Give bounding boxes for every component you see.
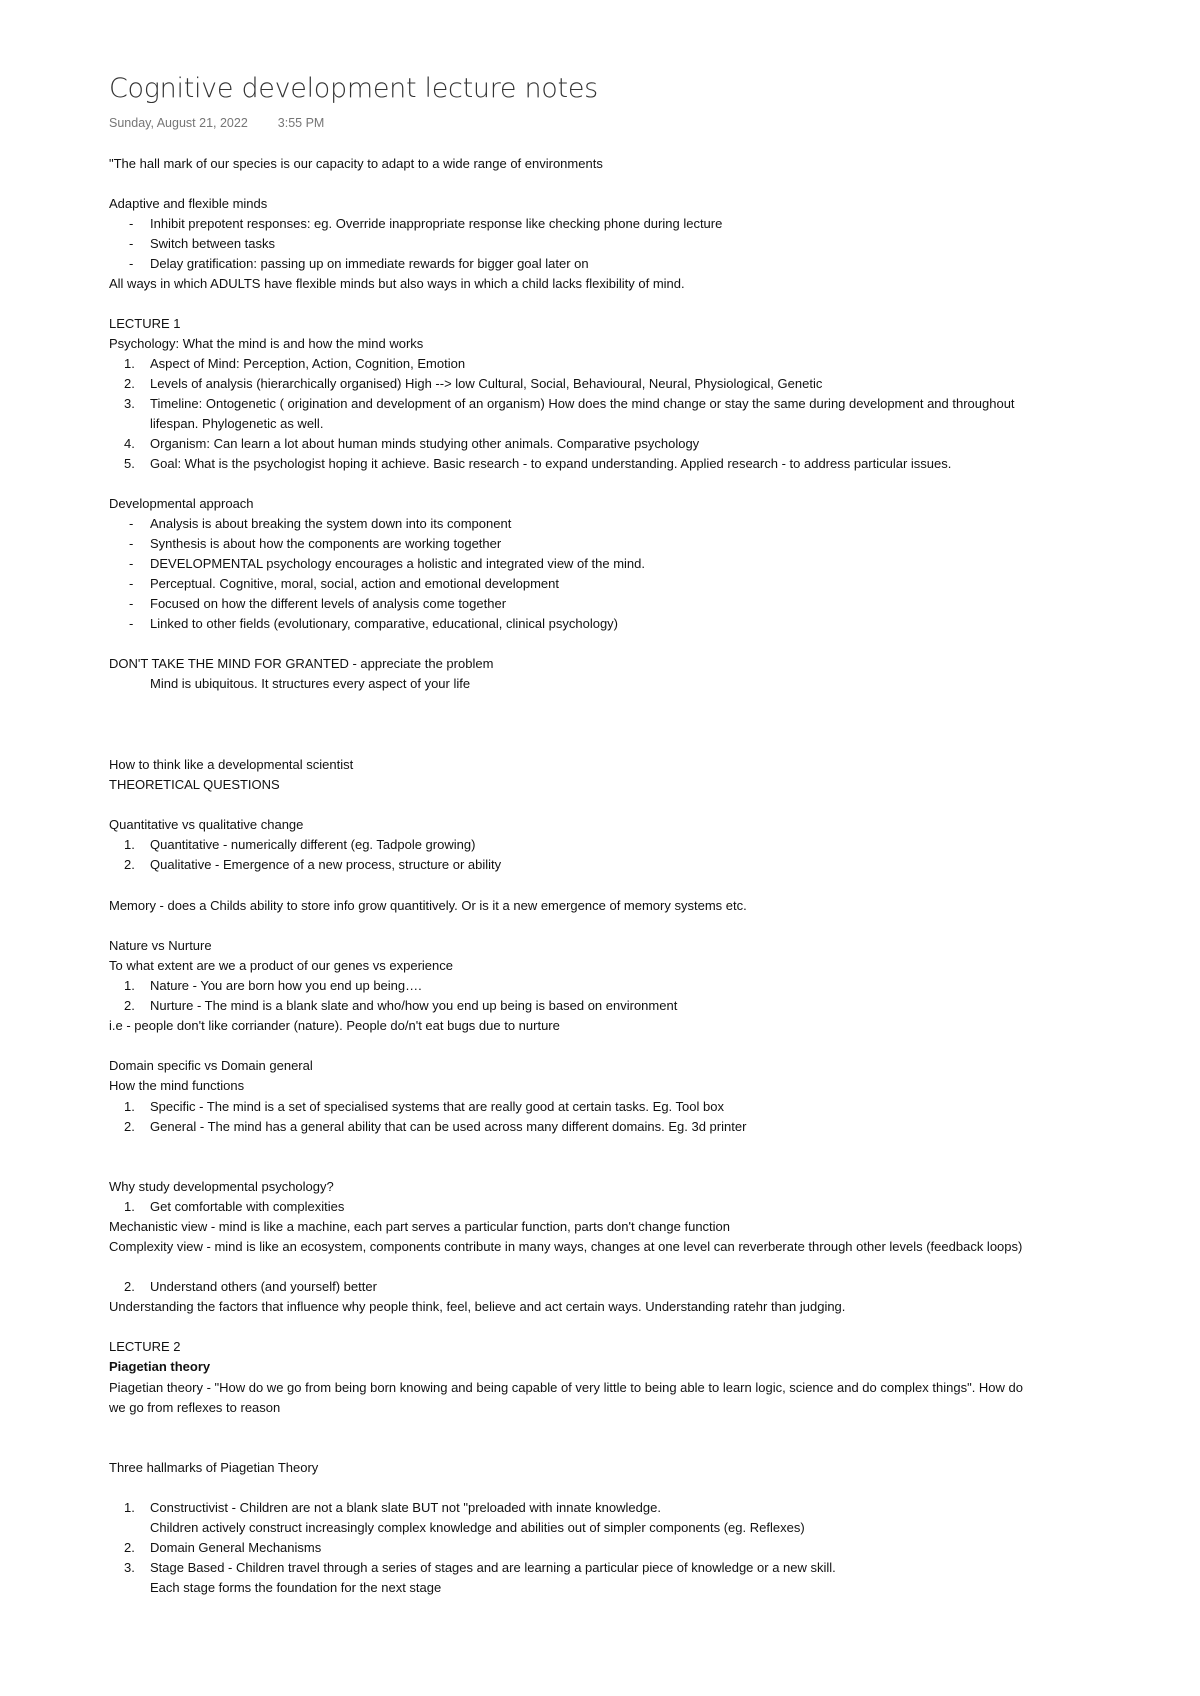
note-line: Mechanistic view - mind is like a machine, each part serves a particular function, parts don't change function — [109, 1219, 731, 1234]
list-item-text: Get comfortable with complexities — [150, 1199, 345, 1214]
list-item-text: Switch between tasks — [150, 236, 276, 251]
list-marker: - — [129, 596, 134, 611]
section-subheading: Piagetian theory — [109, 1359, 211, 1374]
list-item — [124, 998, 677, 1014]
list-item-text: Analysis is about breaking the system down into its component — [150, 516, 512, 531]
list-item-text: DEVELOPMENTAL psychology encourages a holistic and integrated view of the mind. — [150, 556, 645, 571]
list-marker: - — [129, 616, 134, 631]
list-marker: 2. — [124, 1540, 135, 1555]
section-heading: Why study developmental psychology? — [109, 1179, 334, 1194]
list-item-text: Perceptual. Cognitive, moral, social, action and emotional development — [150, 576, 560, 591]
list-marker: 2. — [124, 998, 135, 1013]
list-item — [124, 1540, 321, 1556]
list-marker: 5. — [124, 456, 135, 471]
list-item-text: Constructivist - Children are not a blank slate BUT not "preloaded with innate knowledge. — [150, 1500, 661, 1515]
list-item-text: Aspect of Mind: Perception, Action, Cognition, Emotion — [150, 356, 466, 371]
list-marker: 1. — [124, 837, 135, 852]
list-item — [124, 1099, 724, 1115]
list-item-text: Nature - You are born how you end up being…. — [150, 978, 422, 993]
list-item-text: Levels of analysis (hierarchically organised) High --> low Cultural, Social, Behavioural, Neural, Physiological, Genetic — [150, 376, 823, 391]
list-item — [124, 978, 422, 994]
list-marker: - — [129, 216, 134, 231]
list-marker: - — [129, 536, 134, 551]
list-marker: - — [129, 516, 134, 531]
note-line: DON'T TAKE THE MIND FOR GRANTED - appreciate the problem — [109, 656, 494, 671]
list-marker: 1. — [124, 1500, 135, 1515]
list-marker: 1. — [124, 1099, 135, 1114]
list-item — [129, 576, 559, 592]
note-line: Complexity view - mind is like an ecosystem, components contribute in many ways, changes at one level can reverberate through other levels (feedback loops) — [109, 1239, 1023, 1254]
list-marker: - — [129, 576, 134, 591]
list-item-text: Goal: What is the psychologist hoping it achieve. Basic research - to expand understanding. Applied research - to address particular issues. — [150, 456, 952, 471]
note-line: Understanding the factors that influence why people think, feel, believe and act certain ways. Understanding ratehr than judging. — [109, 1299, 846, 1314]
list-item — [129, 516, 511, 532]
list-item-text: Timeline: Ontogenetic ( origination and development of an organism) How does the mind change or stay the same during development and throughout — [150, 396, 1015, 411]
list-item — [129, 556, 645, 572]
note-line: Mind is ubiquitous. It structures every aspect of your life — [150, 676, 471, 691]
list-item-text: Synthesis is about how the components are working together — [150, 536, 502, 551]
list-item — [124, 1560, 836, 1576]
list-item-text: Qualitative - Emergence of a new process, structure or ability — [150, 857, 502, 872]
list-item-text: Linked to other fields (evolutionary, comparative, educational, clinical psychology) — [150, 616, 619, 631]
list-item — [129, 616, 618, 632]
list-item-text: Domain General Mechanisms — [150, 1540, 322, 1555]
note-line: How the mind functions — [109, 1078, 245, 1093]
page-time: 3:55 PM — [277, 116, 325, 130]
list-item — [124, 1119, 746, 1135]
list-marker: 4. — [124, 436, 135, 451]
list-marker: 2. — [124, 857, 135, 872]
note-line: i.e - people don't like corriander (nature). People do/n't eat bugs due to nurture — [109, 1018, 560, 1033]
note-line: Adaptive and flexible minds — [109, 196, 268, 211]
list-marker: 1. — [124, 1199, 135, 1214]
list-marker: 2. — [124, 1119, 135, 1134]
list-item — [129, 256, 589, 272]
list-item — [124, 857, 501, 873]
page-dateline — [109, 116, 324, 130]
section-heading: Three hallmarks of Piagetian Theory — [109, 1460, 319, 1475]
section-heading: Domain specific vs Domain general — [109, 1058, 313, 1073]
list-item-continuation: Each stage forms the foundation for the next stage — [150, 1580, 442, 1595]
section-heading: LECTURE 2 — [109, 1339, 181, 1354]
section-heading: Quantitative vs qualitative change — [109, 817, 304, 832]
list-marker: 3. — [124, 396, 135, 411]
section-heading: Nature vs Nurture — [109, 938, 212, 953]
section-heading: How to think like a developmental scientist — [109, 757, 354, 772]
note-line: Psychology: What the mind is and how the mind works — [109, 336, 424, 351]
list-marker: - — [129, 256, 134, 271]
list-item-text: Specific - The mind is a set of specialised systems that are really good at certain tasks. Eg. Tool box — [150, 1099, 724, 1114]
note-line: Piagetian theory - "How do we go from being born knowing and being capable of very little to being able to learn logic, science and do complex things". How do — [109, 1380, 1023, 1395]
list-item — [124, 1199, 344, 1215]
list-marker: 2. — [124, 376, 135, 391]
note-line: To what extent are we a product of our genes vs experience — [109, 958, 453, 973]
section-heading: LECTURE 1 — [109, 316, 181, 331]
list-item-text: Nurture - The mind is a blank slate and who/how you end up being is based on environment — [150, 998, 678, 1013]
list-item — [124, 436, 699, 452]
list-item-text: General - The mind has a general ability that can be used across many different domains. Eg. 3d printer — [150, 1119, 747, 1134]
list-item-text: Understand others (and yourself) better — [150, 1279, 377, 1294]
list-item — [124, 456, 951, 472]
note-line: we go from reflexes to reason — [109, 1400, 281, 1415]
list-item — [129, 236, 275, 252]
note-line: All ways in which ADULTS have flexible minds but also ways in which a child lacks flexibility of mind. — [109, 276, 685, 291]
list-item — [124, 837, 475, 853]
section-heading: Developmental approach — [109, 496, 254, 511]
list-item-continuation: Children actively construct increasingly complex knowledge and abilities out of simpler components (eg. Reflexes) — [150, 1520, 805, 1535]
page-title: Cognitive development lecture notes — [109, 73, 598, 104]
list-item-text: Focused on how the different levels of analysis come together — [150, 596, 507, 611]
list-marker: 3. — [124, 1560, 135, 1575]
list-item — [124, 1279, 377, 1295]
list-marker: - — [129, 556, 134, 571]
list-item — [124, 1500, 661, 1516]
note-line: "The hall mark of our species is our capacity to adapt to a wide range of environments — [109, 156, 603, 171]
list-marker: 1. — [124, 356, 135, 371]
list-item — [124, 396, 1015, 412]
list-item — [129, 216, 722, 232]
list-marker: 1. — [124, 978, 135, 993]
list-item-text: Delay gratification: passing up on immediate rewards for bigger goal later on — [150, 256, 589, 271]
page-date: Sunday, August 21, 2022 — [109, 116, 248, 130]
list-item — [124, 356, 465, 372]
list-item-text: Quantitative - numerically different (eg. Tadpole growing) — [150, 837, 476, 852]
list-item — [124, 376, 822, 392]
note-line: THEORETICAL QUESTIONS — [109, 777, 280, 792]
list-item-text: Stage Based - Children travel through a series of stages and are learning a particular piece of knowledge or a new skill. — [150, 1560, 836, 1575]
list-item-text: Organism: Can learn a lot about human minds studying other animals. Comparative psychology — [150, 436, 700, 451]
list-marker: - — [129, 236, 134, 251]
list-marker: 2. — [124, 1279, 135, 1294]
list-item — [129, 596, 506, 612]
list-item-text: Inhibit prepotent responses: eg. Override inappropriate response like checking phone during lecture — [150, 216, 723, 231]
note-line: Memory - does a Childs ability to store info grow quantitively. Or is it a new emergence of memory systems etc. — [109, 898, 747, 913]
list-item — [129, 536, 501, 552]
list-item-continuation: lifespan. Phylogenetic as well. — [150, 416, 324, 431]
